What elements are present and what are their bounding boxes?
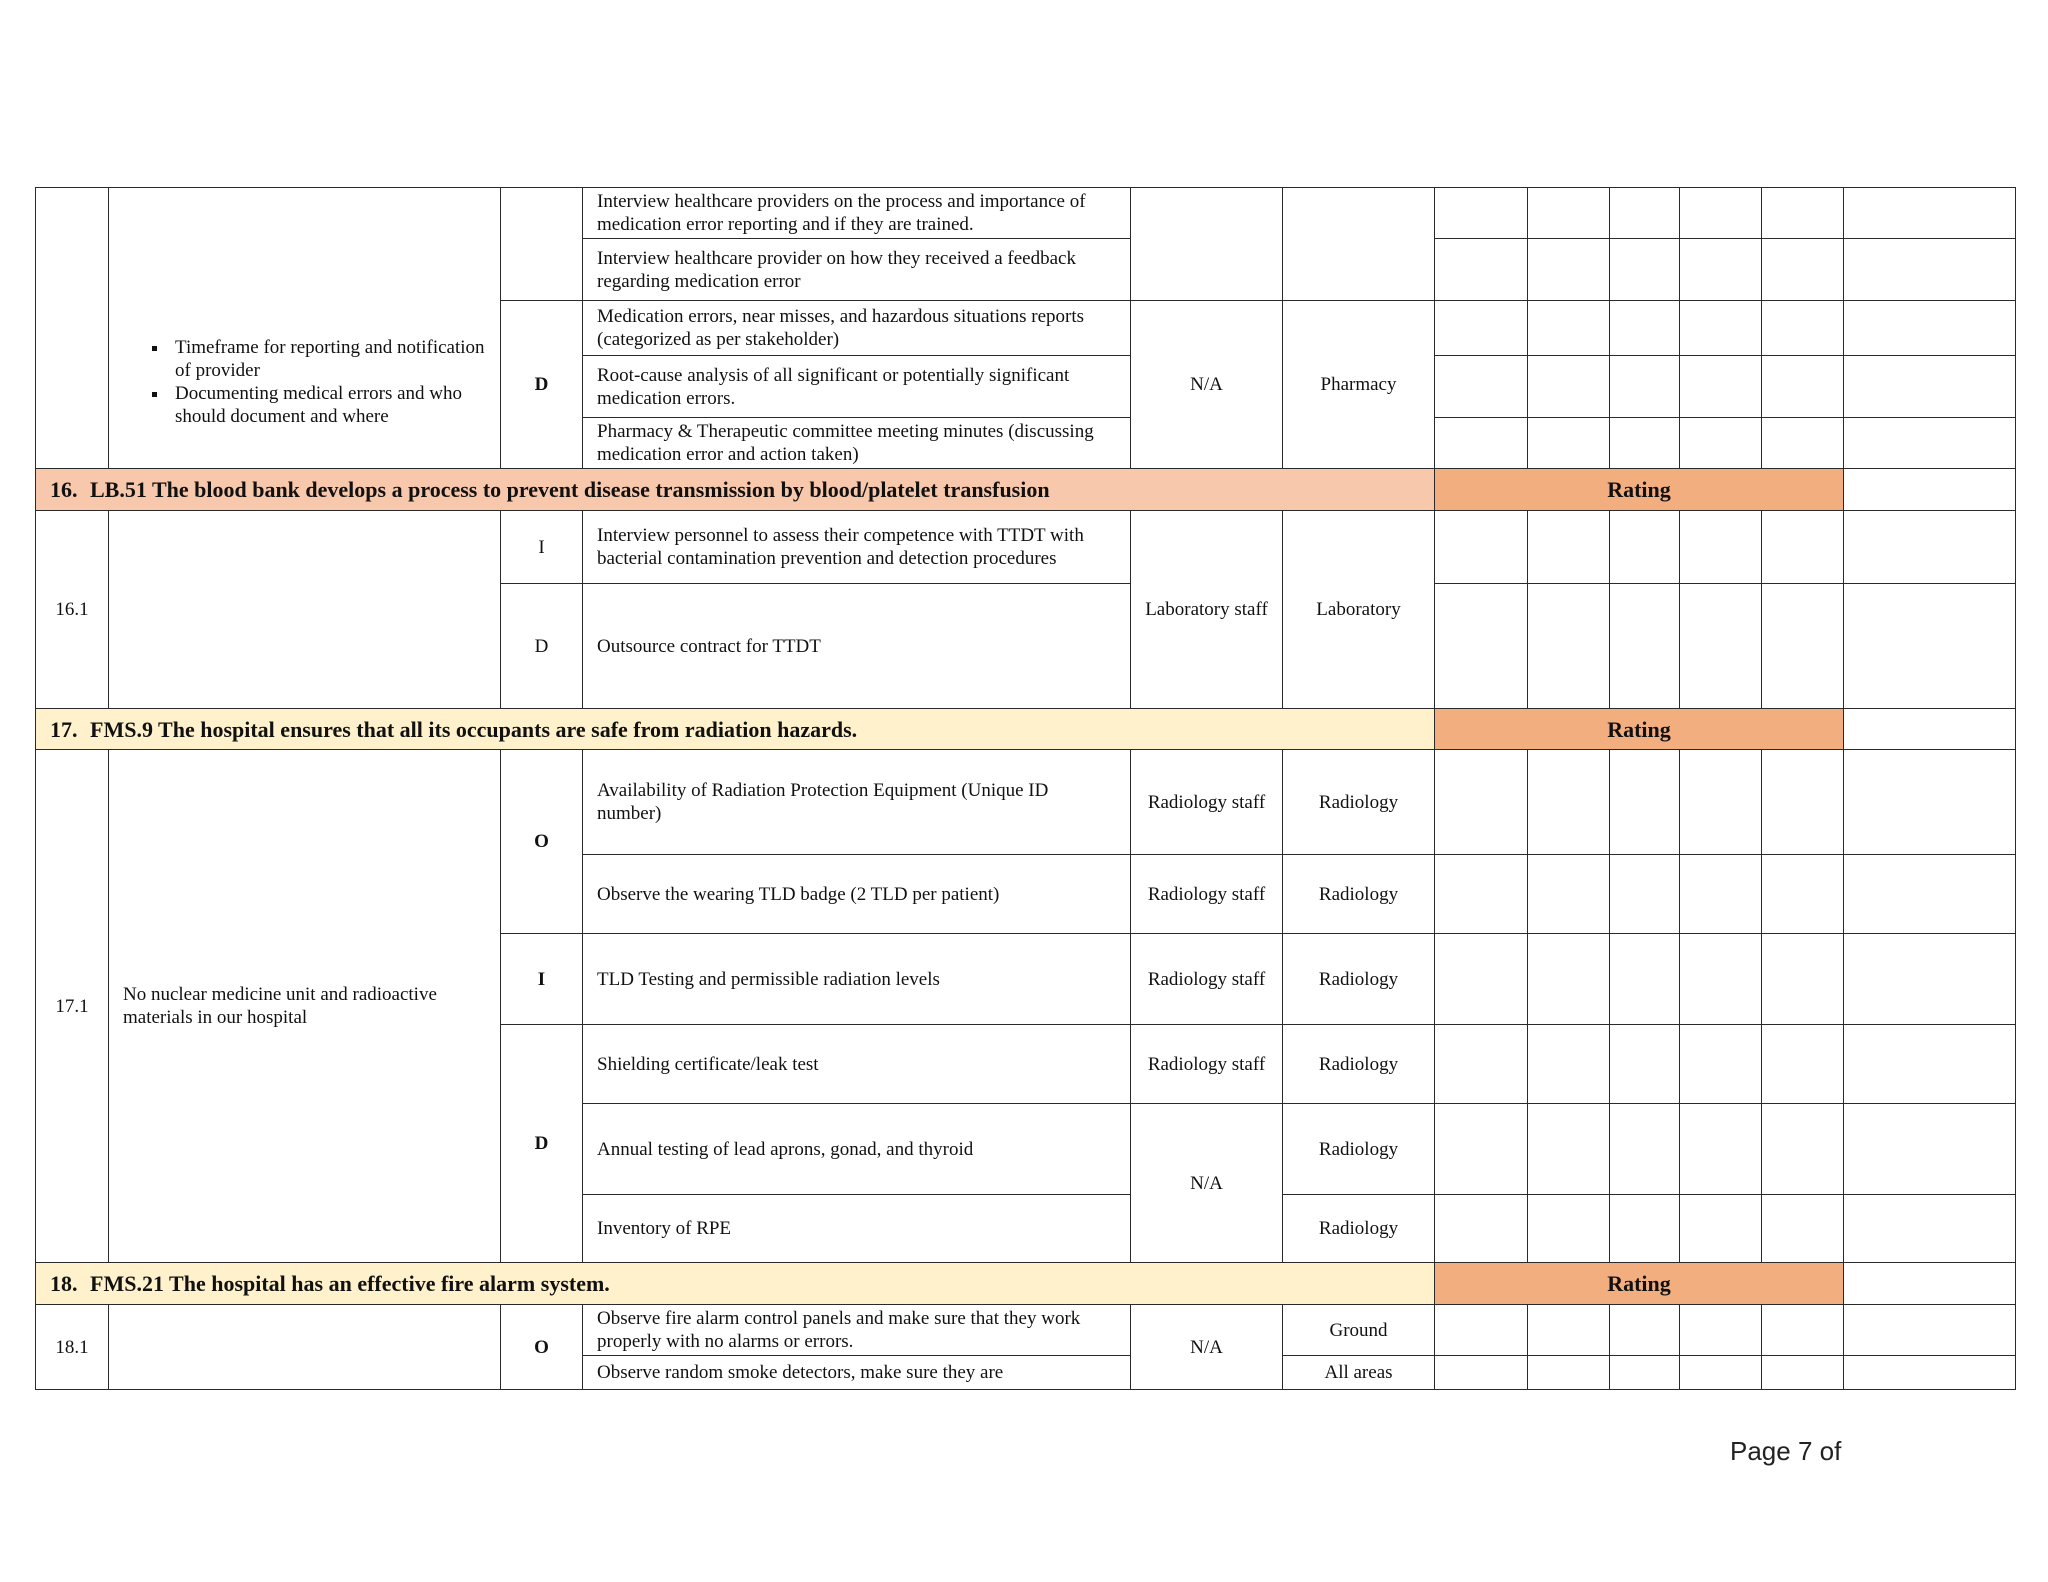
score-cell[interactable] (1435, 750, 1528, 855)
responsible-cell: Laboratory staff (1131, 511, 1283, 709)
score-cell[interactable] (1435, 934, 1528, 1025)
score-cell[interactable] (1435, 855, 1528, 934)
rating-header: Rating (1435, 469, 1844, 511)
score-cell[interactable] (1610, 934, 1680, 1025)
score-cell[interactable] (1435, 1356, 1528, 1390)
score-cell[interactable] (1528, 356, 1610, 418)
comment-cell[interactable] (1844, 418, 2016, 469)
section-number: 16. (50, 477, 78, 502)
score-cell[interactable] (1528, 1305, 1610, 1356)
item-number-cell: 17.1 (36, 750, 109, 1263)
method-cell (501, 188, 583, 301)
section-16-title (36, 469, 1435, 511)
item-number-cell: 18.1 (36, 1305, 109, 1390)
table-row (36, 1305, 2016, 1356)
score-cell[interactable] (1762, 1195, 1844, 1263)
score-cell[interactable] (1528, 584, 1610, 709)
score-cell[interactable] (1680, 356, 1762, 418)
score-cell[interactable] (1528, 418, 1610, 469)
method-cell: O (501, 1305, 583, 1390)
evidence-cell: Outsource contract for TTDT (583, 584, 1131, 709)
score-cell[interactable] (1610, 511, 1680, 584)
location-cell: Radiology (1283, 1025, 1435, 1104)
score-cell[interactable] (1762, 301, 1844, 356)
score-cell[interactable] (1610, 239, 1680, 301)
responsible-cell: Radiology staff (1131, 1025, 1283, 1104)
method-cell: D (501, 301, 583, 469)
score-cell[interactable] (1610, 855, 1680, 934)
score-cell[interactable] (1610, 418, 1680, 469)
score-cell[interactable] (1610, 1025, 1680, 1104)
score-cell[interactable] (1680, 1104, 1762, 1195)
score-cell[interactable] (1762, 584, 1844, 709)
rating-header: Rating (1435, 1263, 1844, 1305)
score-cell[interactable] (1762, 356, 1844, 418)
responsible-cell: Radiology staff (1131, 750, 1283, 855)
responsible-cell: Radiology staff (1131, 855, 1283, 934)
section-title: FMS.21 The hospital has an effective fire alarm system. (90, 1271, 610, 1296)
comment-cell[interactable] (1844, 1104, 2016, 1195)
comment-cell[interactable] (1844, 750, 2016, 855)
section-number: 18. (50, 1271, 78, 1296)
section-number: 17. (50, 716, 78, 742)
score-cell[interactable] (1435, 1305, 1528, 1356)
list-item: ▪ Documenting medical errors and who should document and where (169, 382, 486, 428)
score-cell[interactable] (1762, 855, 1844, 934)
responsible-cell: N/A (1131, 301, 1283, 469)
score-cell[interactable] (1528, 1104, 1610, 1195)
item-number-cell (36, 188, 109, 469)
evidence-cell: Observe random smoke detectors, make sure they are (583, 1356, 1131, 1390)
comment-cell[interactable] (1844, 301, 2016, 356)
evidence-cell: Interview healthcare providers on the process and importance of medication error reporting and if they are trained. (583, 188, 1131, 239)
assessment-table (35, 187, 2016, 1390)
score-cell[interactable] (1528, 1025, 1610, 1104)
score-cell[interactable] (1762, 1025, 1844, 1104)
comment-cell[interactable] (1844, 1263, 2016, 1305)
score-cell[interactable] (1610, 356, 1680, 418)
evidence-cell: Availability of Radiation Protection Equipment (Unique ID number) (583, 750, 1131, 855)
comment-cell[interactable] (1844, 469, 2016, 511)
location-cell: Laboratory (1283, 511, 1435, 709)
comment-cell[interactable] (1844, 709, 2016, 750)
score-cell[interactable] (1435, 511, 1528, 584)
method-cell: D (501, 584, 583, 709)
score-cell[interactable] (1680, 1305, 1762, 1356)
method-cell: D (501, 1025, 583, 1263)
standard-notes-cell: No nuclear medicine unit and radioactive materials in our hospital (109, 750, 501, 1263)
evidence-cell: Annual testing of lead aprons, gonad, and thyroid (583, 1104, 1131, 1195)
score-cell[interactable] (1435, 1195, 1528, 1263)
item-number-cell: 16.1 (36, 511, 109, 709)
score-cell[interactable] (1528, 239, 1610, 301)
location-cell: Ground (1283, 1305, 1435, 1356)
list-item: ▪ Timeframe for reporting and notification of provider (169, 336, 486, 382)
score-cell[interactable] (1528, 188, 1610, 239)
score-cell[interactable] (1762, 934, 1844, 1025)
comment-cell[interactable] (1844, 1356, 2016, 1390)
score-cell[interactable] (1762, 1305, 1844, 1356)
section-header-row (36, 1263, 2016, 1305)
table-row (36, 511, 2016, 584)
score-cell[interactable] (1610, 188, 1680, 239)
location-cell: Radiology (1283, 855, 1435, 934)
comment-cell[interactable] (1844, 584, 2016, 709)
score-cell[interactable] (1680, 239, 1762, 301)
score-cell[interactable] (1680, 511, 1762, 584)
score-cell[interactable] (1762, 188, 1844, 239)
responsible-cell (1131, 188, 1283, 301)
score-cell[interactable] (1528, 301, 1610, 356)
comment-cell[interactable] (1844, 1025, 2016, 1104)
score-cell[interactable] (1610, 1356, 1680, 1390)
evidence-cell: Observe the wearing TLD badge (2 TLD per patient) (583, 855, 1131, 934)
evidence-cell: Interview personnel to assess their competence with TTDT with bacterial contamination prevention and detection procedures (583, 511, 1131, 584)
score-cell[interactable] (1610, 1104, 1680, 1195)
score-cell[interactable] (1680, 418, 1762, 469)
method-cell: I (501, 934, 583, 1025)
score-cell[interactable] (1435, 584, 1528, 709)
score-cell[interactable] (1435, 418, 1528, 469)
score-cell[interactable] (1528, 855, 1610, 934)
score-cell[interactable] (1610, 301, 1680, 356)
section-18-title (36, 1263, 1435, 1305)
location-cell: Radiology (1283, 1104, 1435, 1195)
responsible-cell: Radiology staff (1131, 934, 1283, 1025)
comment-cell[interactable] (1844, 1195, 2016, 1263)
section-17-title (36, 709, 1435, 750)
bullet-list (123, 336, 486, 428)
method-cell: I (501, 511, 583, 584)
score-cell[interactable] (1680, 1025, 1762, 1104)
rating-header: Rating (1435, 709, 1844, 750)
comment-cell[interactable] (1844, 1305, 2016, 1356)
comment-cell[interactable] (1844, 188, 2016, 239)
score-cell[interactable] (1680, 855, 1762, 934)
score-cell[interactable] (1528, 750, 1610, 855)
score-cell[interactable] (1762, 418, 1844, 469)
score-cell[interactable] (1610, 1195, 1680, 1263)
location-cell: Radiology (1283, 750, 1435, 855)
evidence-cell: Root-cause analysis of all significant or potentially significant medication errors. (583, 356, 1131, 418)
comment-cell[interactable] (1844, 239, 2016, 301)
score-cell[interactable] (1435, 1104, 1528, 1195)
comment-cell[interactable] (1844, 855, 2016, 934)
score-cell[interactable] (1610, 1305, 1680, 1356)
section-title: FMS.9 The hospital ensures that all its occupants are safe from radiation hazards. (90, 716, 858, 742)
score-cell[interactable] (1762, 511, 1844, 584)
score-cell[interactable] (1435, 356, 1528, 418)
standard-notes-cell (109, 1305, 501, 1390)
score-cell[interactable] (1610, 584, 1680, 709)
location-cell: Radiology (1283, 1195, 1435, 1263)
score-cell[interactable] (1528, 1356, 1610, 1390)
location-cell: Radiology (1283, 934, 1435, 1025)
section-header-row (36, 469, 2016, 511)
section-header-row (36, 709, 2016, 750)
score-cell[interactable] (1762, 1356, 1844, 1390)
method-cell: O (501, 750, 583, 934)
location-cell (1283, 188, 1435, 301)
comment-cell[interactable] (1844, 356, 2016, 418)
standard-notes-cell (109, 188, 501, 469)
score-cell[interactable] (1435, 1025, 1528, 1104)
score-cell[interactable] (1762, 1104, 1844, 1195)
comment-cell[interactable] (1844, 934, 2016, 1025)
evidence-cell: Observe fire alarm control panels and make sure that they work properly with no alarms or errors. (583, 1305, 1131, 1356)
evidence-cell: Shielding certificate/leak test (583, 1025, 1131, 1104)
location-cell: All areas (1283, 1356, 1435, 1390)
section-title: LB.51 The blood bank develops a process to prevent disease transmission by blood/platelet transfusion (90, 477, 1050, 502)
comment-cell[interactable] (1844, 511, 2016, 584)
page-footer: Page 7 of (1730, 1436, 1842, 1466)
score-cell[interactable] (1528, 511, 1610, 584)
score-cell[interactable] (1680, 934, 1762, 1025)
score-cell[interactable] (1610, 750, 1680, 855)
score-cell[interactable] (1528, 934, 1610, 1025)
evidence-cell: Inventory of RPE (583, 1195, 1131, 1263)
evidence-cell: Interview healthcare provider on how they received a feedback regarding medication error (583, 239, 1131, 301)
evidence-cell: Pharmacy & Therapeutic committee meeting minutes (discussing medication error and action taken) (583, 418, 1131, 469)
responsible-cell: N/A (1131, 1305, 1283, 1390)
evidence-cell: Medication errors, near misses, and hazardous situations reports (categorized as per stakeholder) (583, 301, 1131, 356)
table-row (36, 750, 2016, 855)
location-cell: Pharmacy (1283, 301, 1435, 469)
evidence-cell: TLD Testing and permissible radiation levels (583, 934, 1131, 1025)
score-cell[interactable] (1435, 301, 1528, 356)
score-cell[interactable] (1435, 239, 1528, 301)
table-row (36, 188, 2016, 239)
responsible-cell: N/A (1131, 1104, 1283, 1263)
score-cell[interactable] (1435, 188, 1528, 239)
score-cell[interactable] (1762, 239, 1844, 301)
score-cell[interactable] (1680, 188, 1762, 239)
score-cell[interactable] (1762, 750, 1844, 855)
score-cell[interactable] (1680, 301, 1762, 356)
score-cell[interactable] (1680, 584, 1762, 709)
standard-notes-cell (109, 511, 501, 709)
score-cell[interactable] (1680, 1356, 1762, 1390)
score-cell[interactable] (1680, 1195, 1762, 1263)
score-cell[interactable] (1680, 750, 1762, 855)
score-cell[interactable] (1528, 1195, 1610, 1263)
